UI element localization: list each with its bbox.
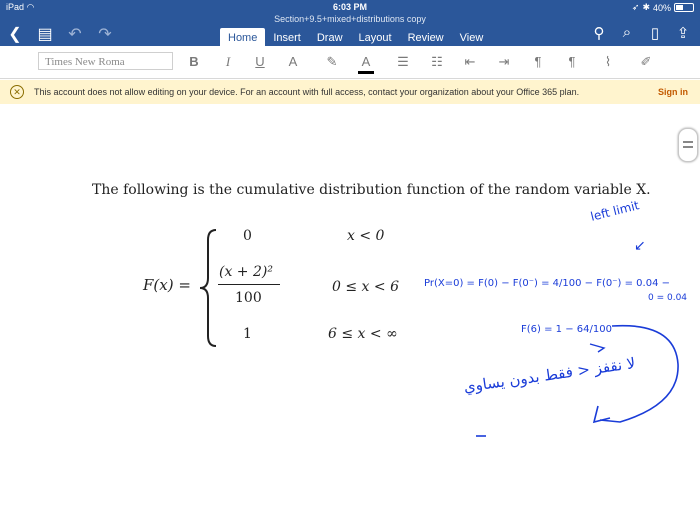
case-2-denominator: 100 — [235, 290, 262, 306]
numbering-icon[interactable]: ☷ — [431, 54, 443, 69]
ribbon-toolbar — [0, 46, 700, 79]
styles-icon[interactable]: ⌇ — [604, 54, 612, 69]
tab-review[interactable]: Review — [407, 32, 444, 44]
battery-icon — [674, 3, 694, 12]
bluetooth-icon: ✱ — [642, 2, 650, 12]
device-name: iPad — [6, 2, 25, 12]
italic-button[interactable]: I — [225, 54, 231, 69]
tab-draw[interactable]: Draw — [316, 32, 343, 44]
font-name-input[interactable]: Times New Roma — [38, 52, 173, 70]
case-3-condition: 6 ≤ x < ∞ — [328, 326, 398, 342]
font-size-button[interactable]: A — [288, 54, 298, 69]
case-1-condition: x < 0 — [347, 228, 385, 244]
case-2-numerator: (x + 2)² — [219, 264, 273, 280]
redo-icon[interactable]: ↷ — [98, 26, 112, 43]
location-icon: ➶ — [631, 2, 640, 12]
fraction-bar — [218, 284, 280, 285]
ink-arrow: ↙ — [634, 238, 646, 254]
clear-format-icon[interactable]: ✐ — [640, 54, 652, 69]
tab-view[interactable]: View — [459, 32, 484, 44]
battery-percent: 40% — [652, 2, 671, 13]
highlight-icon[interactable]: ✎ — [326, 54, 338, 69]
lightbulb-icon[interactable]: ⚲ — [593, 25, 605, 42]
undo-icon[interactable]: ↶ — [68, 26, 82, 43]
increase-indent-icon[interactable]: ⇥ — [498, 54, 510, 69]
warning-icon: ✕ — [10, 85, 24, 99]
back-icon[interactable]: ❮ — [8, 26, 22, 43]
share-icon[interactable]: ⇪ — [676, 25, 690, 42]
paragraph-ltr-icon[interactable]: ¶ — [534, 54, 542, 69]
case-2-condition: 0 ≤ x < 6 — [332, 279, 399, 295]
case-1-value: 0 — [243, 228, 252, 244]
left-brace — [198, 228, 220, 348]
tab-layout[interactable]: Layout — [358, 32, 392, 44]
underline-button[interactable]: U — [255, 54, 265, 69]
nav-icons — [6, 24, 114, 44]
search-icon[interactable]: ⌕ — [622, 24, 632, 41]
bold-button[interactable]: B — [189, 54, 199, 69]
ink-f6-line: F(6) = 1 − 64/100 — [521, 324, 612, 335]
sign-in-link[interactable]: Sign in — [658, 87, 688, 97]
scroll-handle[interactable] — [678, 128, 698, 162]
decrease-indent-icon[interactable]: ⇤ — [464, 54, 476, 69]
phone-icon[interactable]: ▯ — [650, 25, 660, 42]
account-banner — [0, 80, 700, 104]
toolbar-right — [590, 24, 692, 42]
file-icon[interactable]: ▤ — [37, 26, 53, 43]
wifi-icon: ◠ — [26, 2, 35, 12]
document-canvas[interactable] — [0, 104, 700, 525]
ink-pr-line: Pr(X=0) = F(0) − F(0⁻) = 4/100 − F(0⁻) = 0.04 − — [424, 278, 670, 289]
ink-arabic-note: لا نقفز < فقط بدون يساوي — [462, 354, 637, 396]
status-right — [632, 2, 694, 13]
ink-strokes — [470, 314, 690, 444]
intro-text: The following is the cumulative distribution function of the random variable X. — [92, 182, 651, 198]
banner-message: This account does not allow editing on your device. For an account with full access, contact your organization about your Office 365 plan. — [34, 87, 580, 97]
tab-insert[interactable]: Insert — [273, 32, 301, 44]
title-bar — [0, 0, 700, 46]
ink-left-limit: left limit — [589, 198, 641, 224]
paragraph-rtl-icon[interactable]: ¶ — [568, 54, 576, 69]
status-time: 6:03 PM — [332, 2, 367, 12]
case-3-value: 1 — [243, 326, 252, 342]
tab-home[interactable]: Home — [220, 28, 265, 49]
bullets-icon[interactable]: ☰ — [397, 54, 409, 69]
ink-zero-value: 0 = 0.04 — [648, 293, 688, 303]
document-title: Section+9.5+mixed+distributions copy — [274, 14, 426, 24]
function-lhs: F(x) = — [143, 276, 191, 294]
font-color-button[interactable] — [356, 53, 376, 71]
font-color-label: A — [361, 54, 371, 69]
